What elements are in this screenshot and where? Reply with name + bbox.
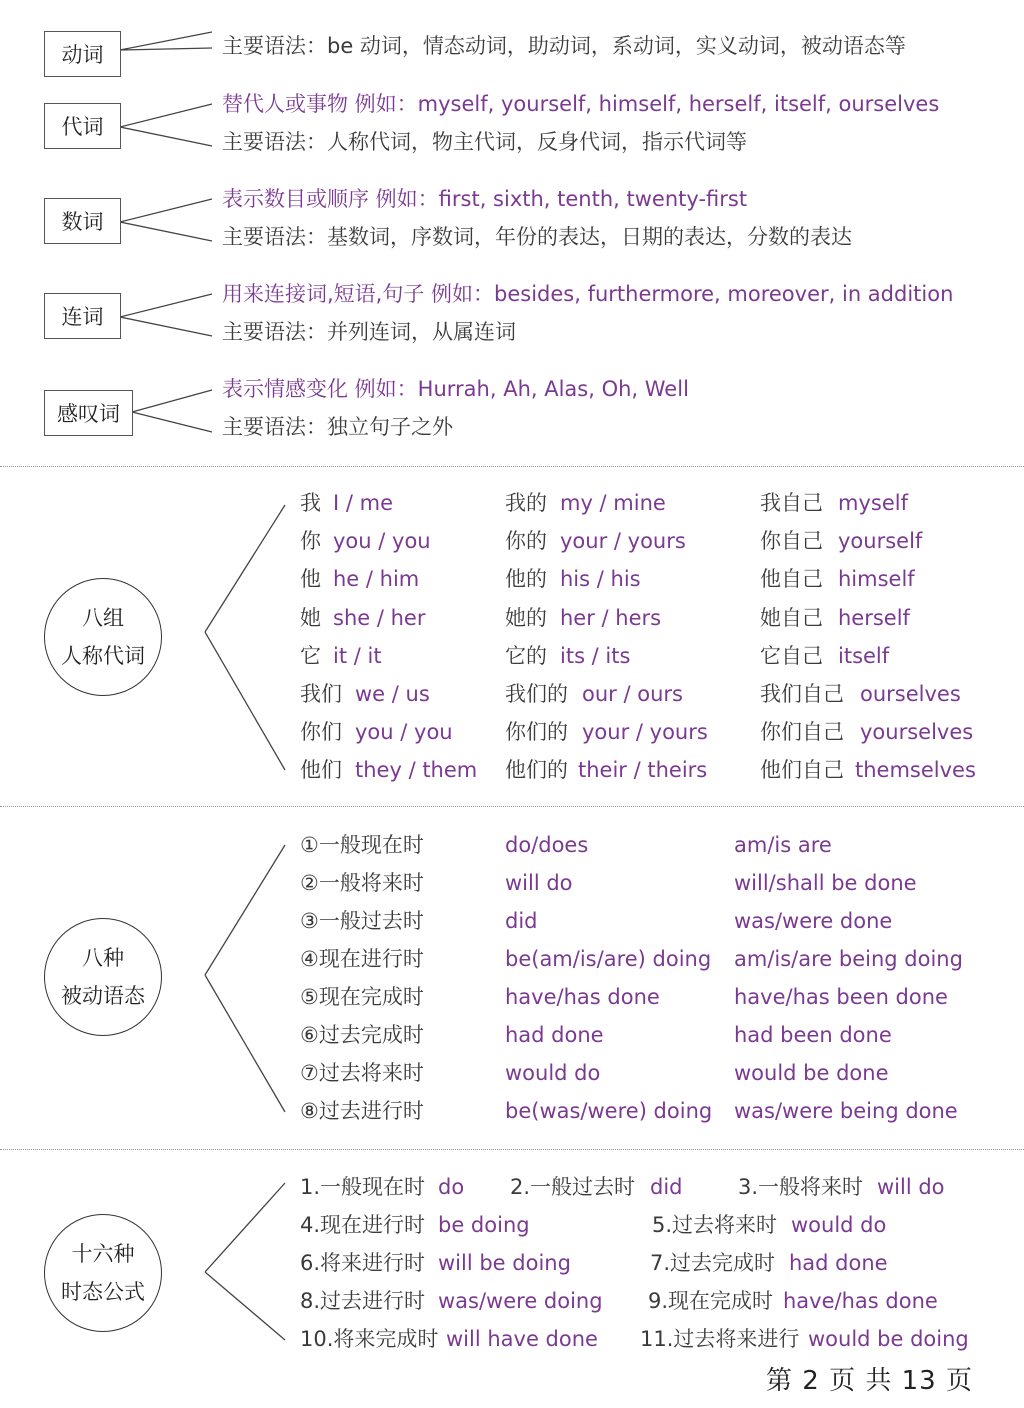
tense-formula: had done (789, 1251, 888, 1275)
word-class-box: 动词 (44, 31, 121, 77)
pronoun-en: your / yours (560, 529, 686, 554)
active-form: will do (505, 871, 573, 895)
tense-formula-name: 4.现在进行时 (300, 1213, 426, 1237)
tense-formula: would do (791, 1213, 887, 1237)
pronoun-cn: 你自己 (760, 529, 823, 554)
tense-name: ④现在进行时 (300, 947, 424, 971)
example-line: 替代人或事物 例如：myself, yourself, himself, herself, itself, ourselves (222, 92, 940, 116)
active-form: be(was/were) doing (505, 1099, 713, 1123)
circle-label: 八组 (82, 606, 124, 630)
pronoun-en: our / ours (582, 682, 683, 706)
pronoun-en: you / you (355, 720, 453, 745)
tense-formula: was/were doing (438, 1289, 603, 1313)
pronoun-cn: 他们 (300, 758, 342, 783)
tense-formula-name: 8.过去进行时 (300, 1289, 426, 1313)
tense-formula-name: 6.将来进行时 (300, 1251, 426, 1275)
pronoun-en: we / us (355, 682, 430, 706)
pronoun-en: ourselves (860, 682, 961, 706)
grammar-line: 主要语法：人称代词，物主代词，反身代词，指示代词等 (222, 130, 747, 154)
tense-formula-name: 7.过去完成时 (650, 1251, 776, 1275)
pronoun-en: they / them (355, 758, 478, 783)
tense-formula: be doing (438, 1213, 530, 1237)
passive-circle (44, 918, 162, 1036)
tense-formula: will have done (446, 1327, 598, 1351)
tense-formula-name: 1.一般现在时 (300, 1175, 426, 1199)
word-class-box: 数词 (44, 198, 121, 244)
pronoun-cn: 你的 (505, 529, 547, 554)
grammar-line: 主要语法：并列连词，从属连词 (222, 320, 516, 344)
circle-label: 被动语态 (61, 984, 145, 1008)
pronoun-en: his / his (560, 567, 641, 592)
active-form: do/does (505, 833, 589, 857)
tense-name: ⑥过去完成时 (300, 1023, 424, 1047)
pronoun-en: himself (838, 567, 915, 592)
pronoun-cn: 她的 (505, 605, 547, 630)
tense-formula-name: 2.一般过去时 (510, 1175, 636, 1199)
pronoun-cn: 我们自己 (760, 682, 844, 706)
pronoun-en: yourselves (860, 720, 974, 745)
pronoun-cn: 它的 (505, 643, 547, 668)
passive-form: was/were done (734, 909, 893, 933)
tense-formula: did (650, 1175, 683, 1199)
word-class-box: 感叹词 (44, 390, 133, 436)
tense-formula-name: 9.现在完成时 (648, 1289, 774, 1313)
example-line: 用来连接词,短语,句子 例如：besides, furthermore, moreover, in addition (222, 282, 954, 306)
tense-formula-name: 5.过去将来时 (652, 1213, 778, 1237)
passive-form: had been done (734, 1023, 892, 1047)
active-form: would do (505, 1061, 601, 1085)
pronoun-cn: 它自己 (760, 643, 823, 668)
active-form: had done (505, 1023, 604, 1047)
tense-name: ⑤现在完成时 (300, 985, 424, 1009)
circle-label: 时态公式 (61, 1280, 145, 1304)
tense-name: ①一般现在时 (300, 833, 424, 857)
pronoun-en: themselves (855, 758, 976, 783)
pronoun-cn: 他们的 (505, 758, 568, 783)
circle-label: 十六种 (71, 1242, 135, 1266)
pronoun-cn: 我们的 (505, 682, 568, 706)
pronoun-cn: 她自己 (760, 605, 823, 630)
tense-formula: have/has done (783, 1289, 938, 1313)
pronoun-en: myself (838, 491, 908, 515)
passive-form: am/is are (734, 833, 832, 857)
circle-label: 八种 (82, 946, 124, 970)
active-form: did (505, 909, 538, 933)
pronouns-circle (44, 578, 162, 696)
divider (0, 466, 1024, 467)
pronoun-en: her / hers (560, 605, 662, 630)
tense-name: ②一般将来时 (300, 871, 424, 895)
tense-name: ⑧过去进行时 (300, 1099, 424, 1123)
active-form: have/has done (505, 985, 660, 1009)
pronoun-en: my / mine (560, 491, 666, 515)
tense-name: ⑦过去将来时 (300, 1061, 424, 1085)
pronoun-cn: 他的 (505, 567, 547, 592)
grammar-line: 主要语法：独立句子之外 (222, 415, 453, 439)
pronoun-en: your / yours (582, 720, 708, 745)
pronoun-en: he / him (333, 567, 420, 592)
passive-form: am/is/are being doing (734, 947, 963, 971)
pronoun-cn: 她 (300, 605, 321, 630)
pronoun-cn: 你们 (300, 720, 342, 745)
grammar-line: 主要语法：be 动词，情态动词，助动词，系动词，实义动词，被动语态等 (222, 34, 906, 58)
grammar-line: 主要语法：基数词，序数词，年份的表达，日期的表达，分数的表达 (222, 225, 852, 249)
pronoun-en: you / you (333, 529, 431, 554)
tense-formula: will be doing (438, 1251, 571, 1275)
passive-form: was/were being done (734, 1099, 958, 1123)
example-line: 表示数目或顺序 例如：first, sixth, tenth, twenty-first (222, 187, 748, 211)
tense-name: ③一般过去时 (300, 909, 424, 933)
pronoun-cn: 他自己 (760, 567, 823, 592)
page-number: 第 2 页 共 13 页 (766, 1366, 973, 1396)
tense-formula: will do (877, 1175, 945, 1199)
word-class-box: 代词 (44, 103, 121, 149)
pronoun-cn: 你 (300, 529, 321, 554)
pronoun-cn: 它 (300, 643, 321, 668)
passive-form: would be done (734, 1061, 889, 1085)
pronoun-cn: 我 (300, 491, 321, 515)
pronoun-cn: 我自己 (760, 491, 823, 515)
circle-label: 人称代词 (61, 644, 145, 668)
pronoun-en: I / me (333, 491, 393, 515)
tense-formula: do (438, 1175, 465, 1199)
pronoun-en: she / her (333, 605, 426, 630)
pronoun-cn: 他 (300, 567, 321, 592)
pronoun-cn: 我的 (505, 491, 547, 515)
divider (0, 806, 1024, 807)
pronoun-cn: 你们的 (505, 720, 568, 745)
pronoun-cn: 我们 (300, 682, 342, 706)
pronoun-en: yourself (838, 529, 923, 554)
pronoun-en: herself (838, 605, 910, 630)
tense-formula-name: 3.一般将来时 (738, 1175, 864, 1199)
word-class-box: 连词 (44, 293, 121, 339)
divider (0, 1149, 1024, 1150)
tense-formula-name: 10.将来完成时 (300, 1327, 439, 1351)
pronoun-en: it / it (333, 643, 382, 668)
pronoun-cn: 你们自己 (760, 720, 844, 745)
pronoun-en: their / theirs (578, 758, 708, 783)
pronoun-en: its / its (560, 643, 631, 668)
active-form: be(am/is/are) doing (505, 947, 712, 971)
tenses-circle (44, 1214, 162, 1332)
passive-form: have/has been done (734, 985, 948, 1009)
tense-formula: would be doing (808, 1327, 969, 1351)
passive-form: will/shall be done (734, 871, 917, 895)
pronoun-en: itself (838, 643, 890, 668)
example-line: 表示情感变化 例如：Hurrah, Ah, Alas, Oh, Well (222, 377, 689, 401)
pronoun-cn: 他们自己 (760, 758, 844, 783)
tense-formula-name: 11.过去将来进行 (640, 1327, 800, 1351)
